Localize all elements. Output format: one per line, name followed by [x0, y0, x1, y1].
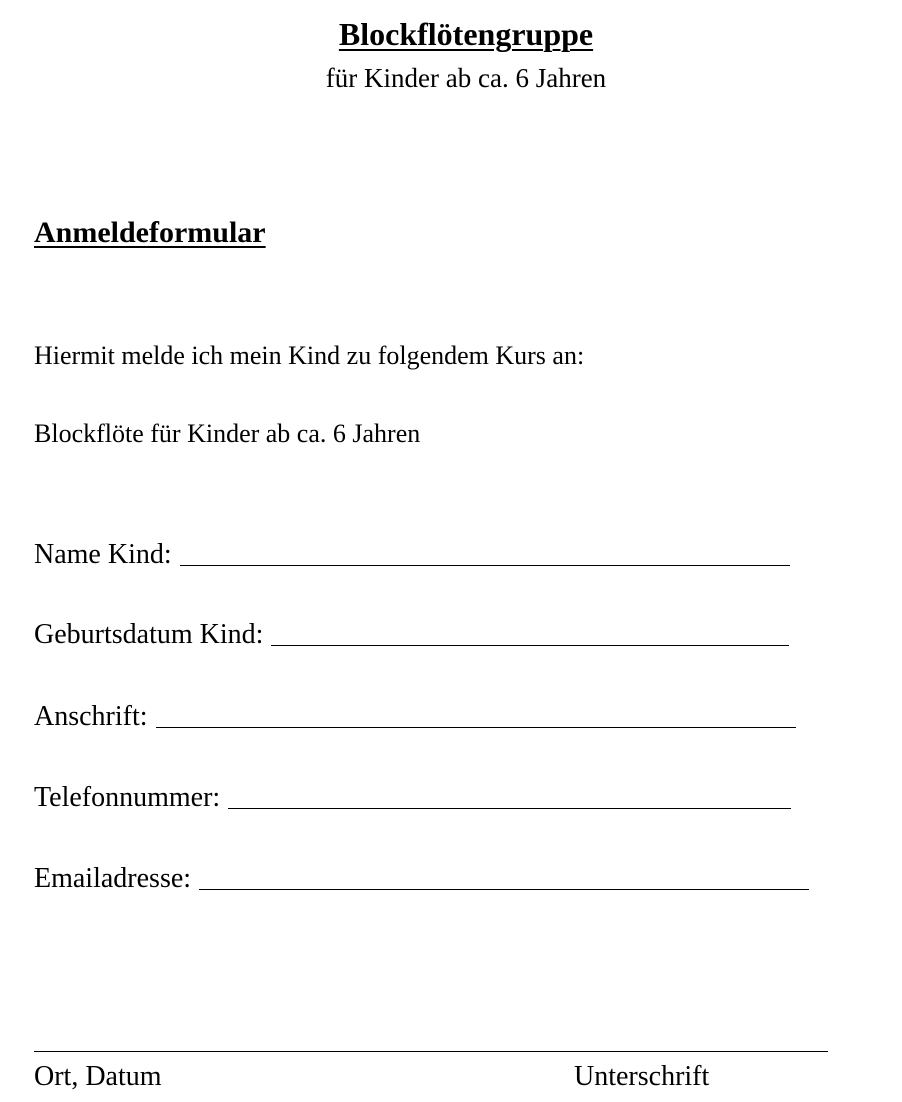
place-date-label: Ort, Datum: [34, 1061, 162, 1092]
email-input-line[interactable]: [199, 889, 809, 890]
address-input-line[interactable]: [156, 727, 796, 728]
course-text: Blockflöte für Kinder ab ca. 6 Jahren: [34, 419, 421, 448]
field-label: Anschrift:: [34, 701, 148, 732]
field-label: Name Kind:: [34, 539, 172, 570]
document-title: Blockflötengruppe: [338, 16, 594, 52]
child-birthdate-input-line[interactable]: [271, 645, 789, 646]
field-label: Emailadresse:: [34, 863, 192, 894]
field-label: Telefonnummer:: [34, 782, 221, 813]
intro-text: Hiermit melde ich mein Kind zu folgendem Kurs an:: [34, 341, 585, 370]
signature-line[interactable]: [34, 1051, 828, 1052]
phone-input-line[interactable]: [228, 808, 791, 809]
child-name-input-line[interactable]: [180, 565, 790, 566]
signature-label: Unterschrift: [574, 1061, 710, 1092]
field-address: [34, 694, 796, 734]
field-label: Geburtsdatum Kind:: [34, 619, 264, 650]
form-heading: Anmeldeformular: [34, 216, 266, 249]
field-child-birthdate: [34, 612, 789, 652]
field-email: [34, 856, 809, 896]
document-subtitle: für Kinder ab ca. 6 Jahren: [325, 63, 607, 93]
field-phone: [34, 775, 791, 815]
field-child-name: [34, 532, 790, 572]
